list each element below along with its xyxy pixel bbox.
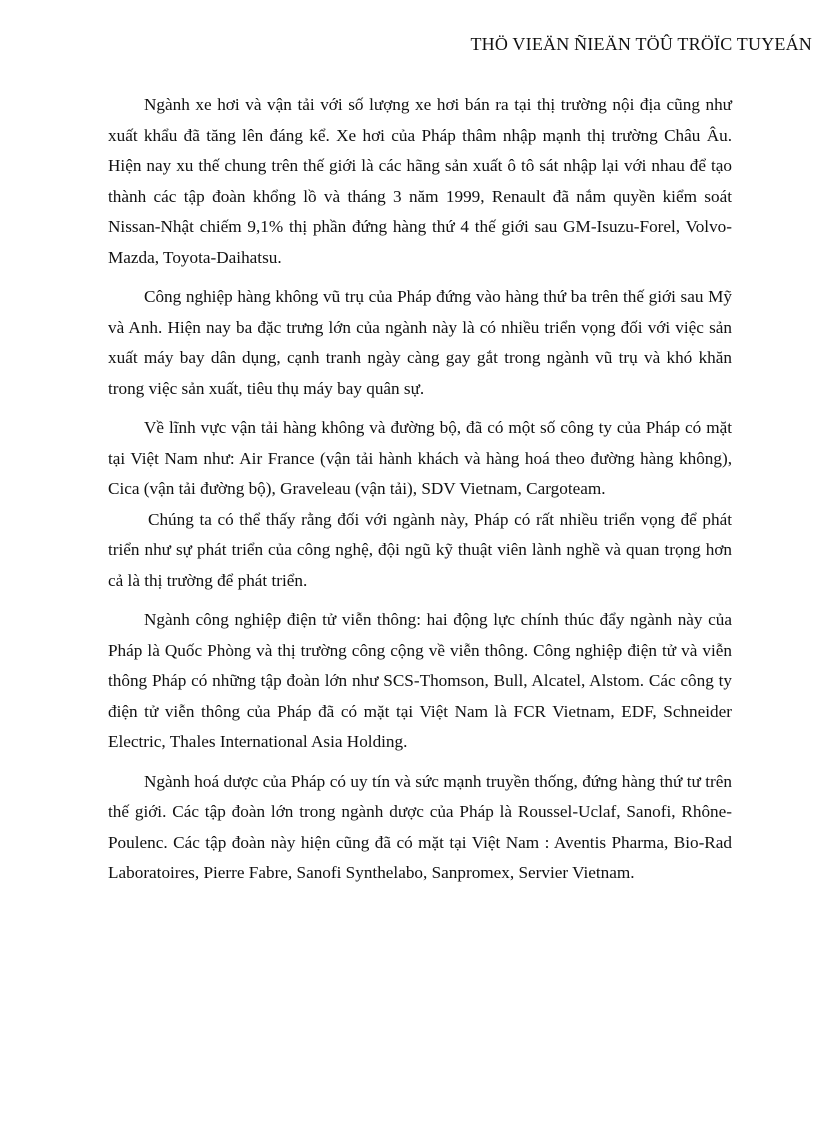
paragraph-automotive: Ngành xe hơi và vận tải với số lượng xe hơi bán ra tại thị trường nội địa cũng như xuất khẩu đã tăng lên đáng kể. Xe hơi của Pháp thâm nhập mạnh thị trường Châu Âu. Hiện nay xu thế chung trên thế giới là các hãng sản xuất ô tô sát nhập lại với nhau để tạo thành các tập đoàn khổng lồ và tháng 3 năm 1999, Renault đã nắm quyền kiểm soát Nissan-Nhật chiếm 9,1% thị phần đứng hàng thứ 4 thế giới sau GM-Isuzu-Forel, Volvo-Mazda, Toyota-Daihatsu.	[108, 95, 732, 267]
paragraph-outlook: Chúng ta có thể thấy rằng đối với ngành này, Pháp có rất nhiều triển vọng để phát triển như sự phát triển của công nghệ, đội ngũ kỹ thuật viên lành nghề và quan trọng hơn cả là thị trường để phát triển.	[108, 509, 732, 590]
paragraph-transport: Về lĩnh vực vận tải hàng không và đường bộ, đã có một số công ty của Pháp có mặt tại Việt Nam như: Air France (vận tải hành khách và hàng hoá theo đường hàng không), Cica (vận tải đường bộ), Graveleau (vận tải), SDV Vietnam, Cargoteam.	[108, 418, 732, 498]
paragraph-pharma: Ngành hoá dược của Pháp có uy tín và sức mạnh truyền thống, đứng hàng thứ tư trên thế giới. Các tập đoàn lớn trong ngành dược của Pháp là Roussel-Uclaf, Sanofi, Rhône-Poulenc. Các tập đoàn này hiện cũng đã có mặt tại Việt Nam : Aventis Pharma, Bio-Rad Laboratoires, Pierre Fabre, Sanofi Synthelabo, Sanpromex, Servier Vietnam.	[108, 771, 732, 882]
paragraph-aerospace: Công nghiệp hàng không vũ trụ của Pháp đứng vào hàng thứ ba trên thế giới sau Mỹ và Anh. Hiện nay ba đặc trưng lớn của ngành này là có nhiều triển vọng đối với việc sản xuất máy bay dân dụng, cạnh tranh ngày càng gay gắt trong ngành vũ trụ và khó khăn trong việc sản xuất, tiêu thụ máy bay quân sự.	[108, 287, 732, 398]
paragraph-telecom: Ngành công nghiệp điện tử viễn thông: hai động lực chính thúc đẩy ngành này của Pháp là Quốc Phòng và thị trường công cộng về viễn thông. Công nghiệp điện tử và viễn thông Pháp có những tập đoàn lớn như SCS-Thomson, Bull, Alcatel, Alstom. Các công ty điện tử viễn thông của Pháp đã có mặt tại Việt Nam là FCR Vietnam, EDF, Schneider Electric, Thales International Asia Holding.	[108, 610, 732, 751]
page-header-title: THÖ VIEÄN ÑIEÄN TÖÛ TRÖÏC TUYEÁN	[470, 34, 812, 54]
document-body	[108, 90, 732, 889]
